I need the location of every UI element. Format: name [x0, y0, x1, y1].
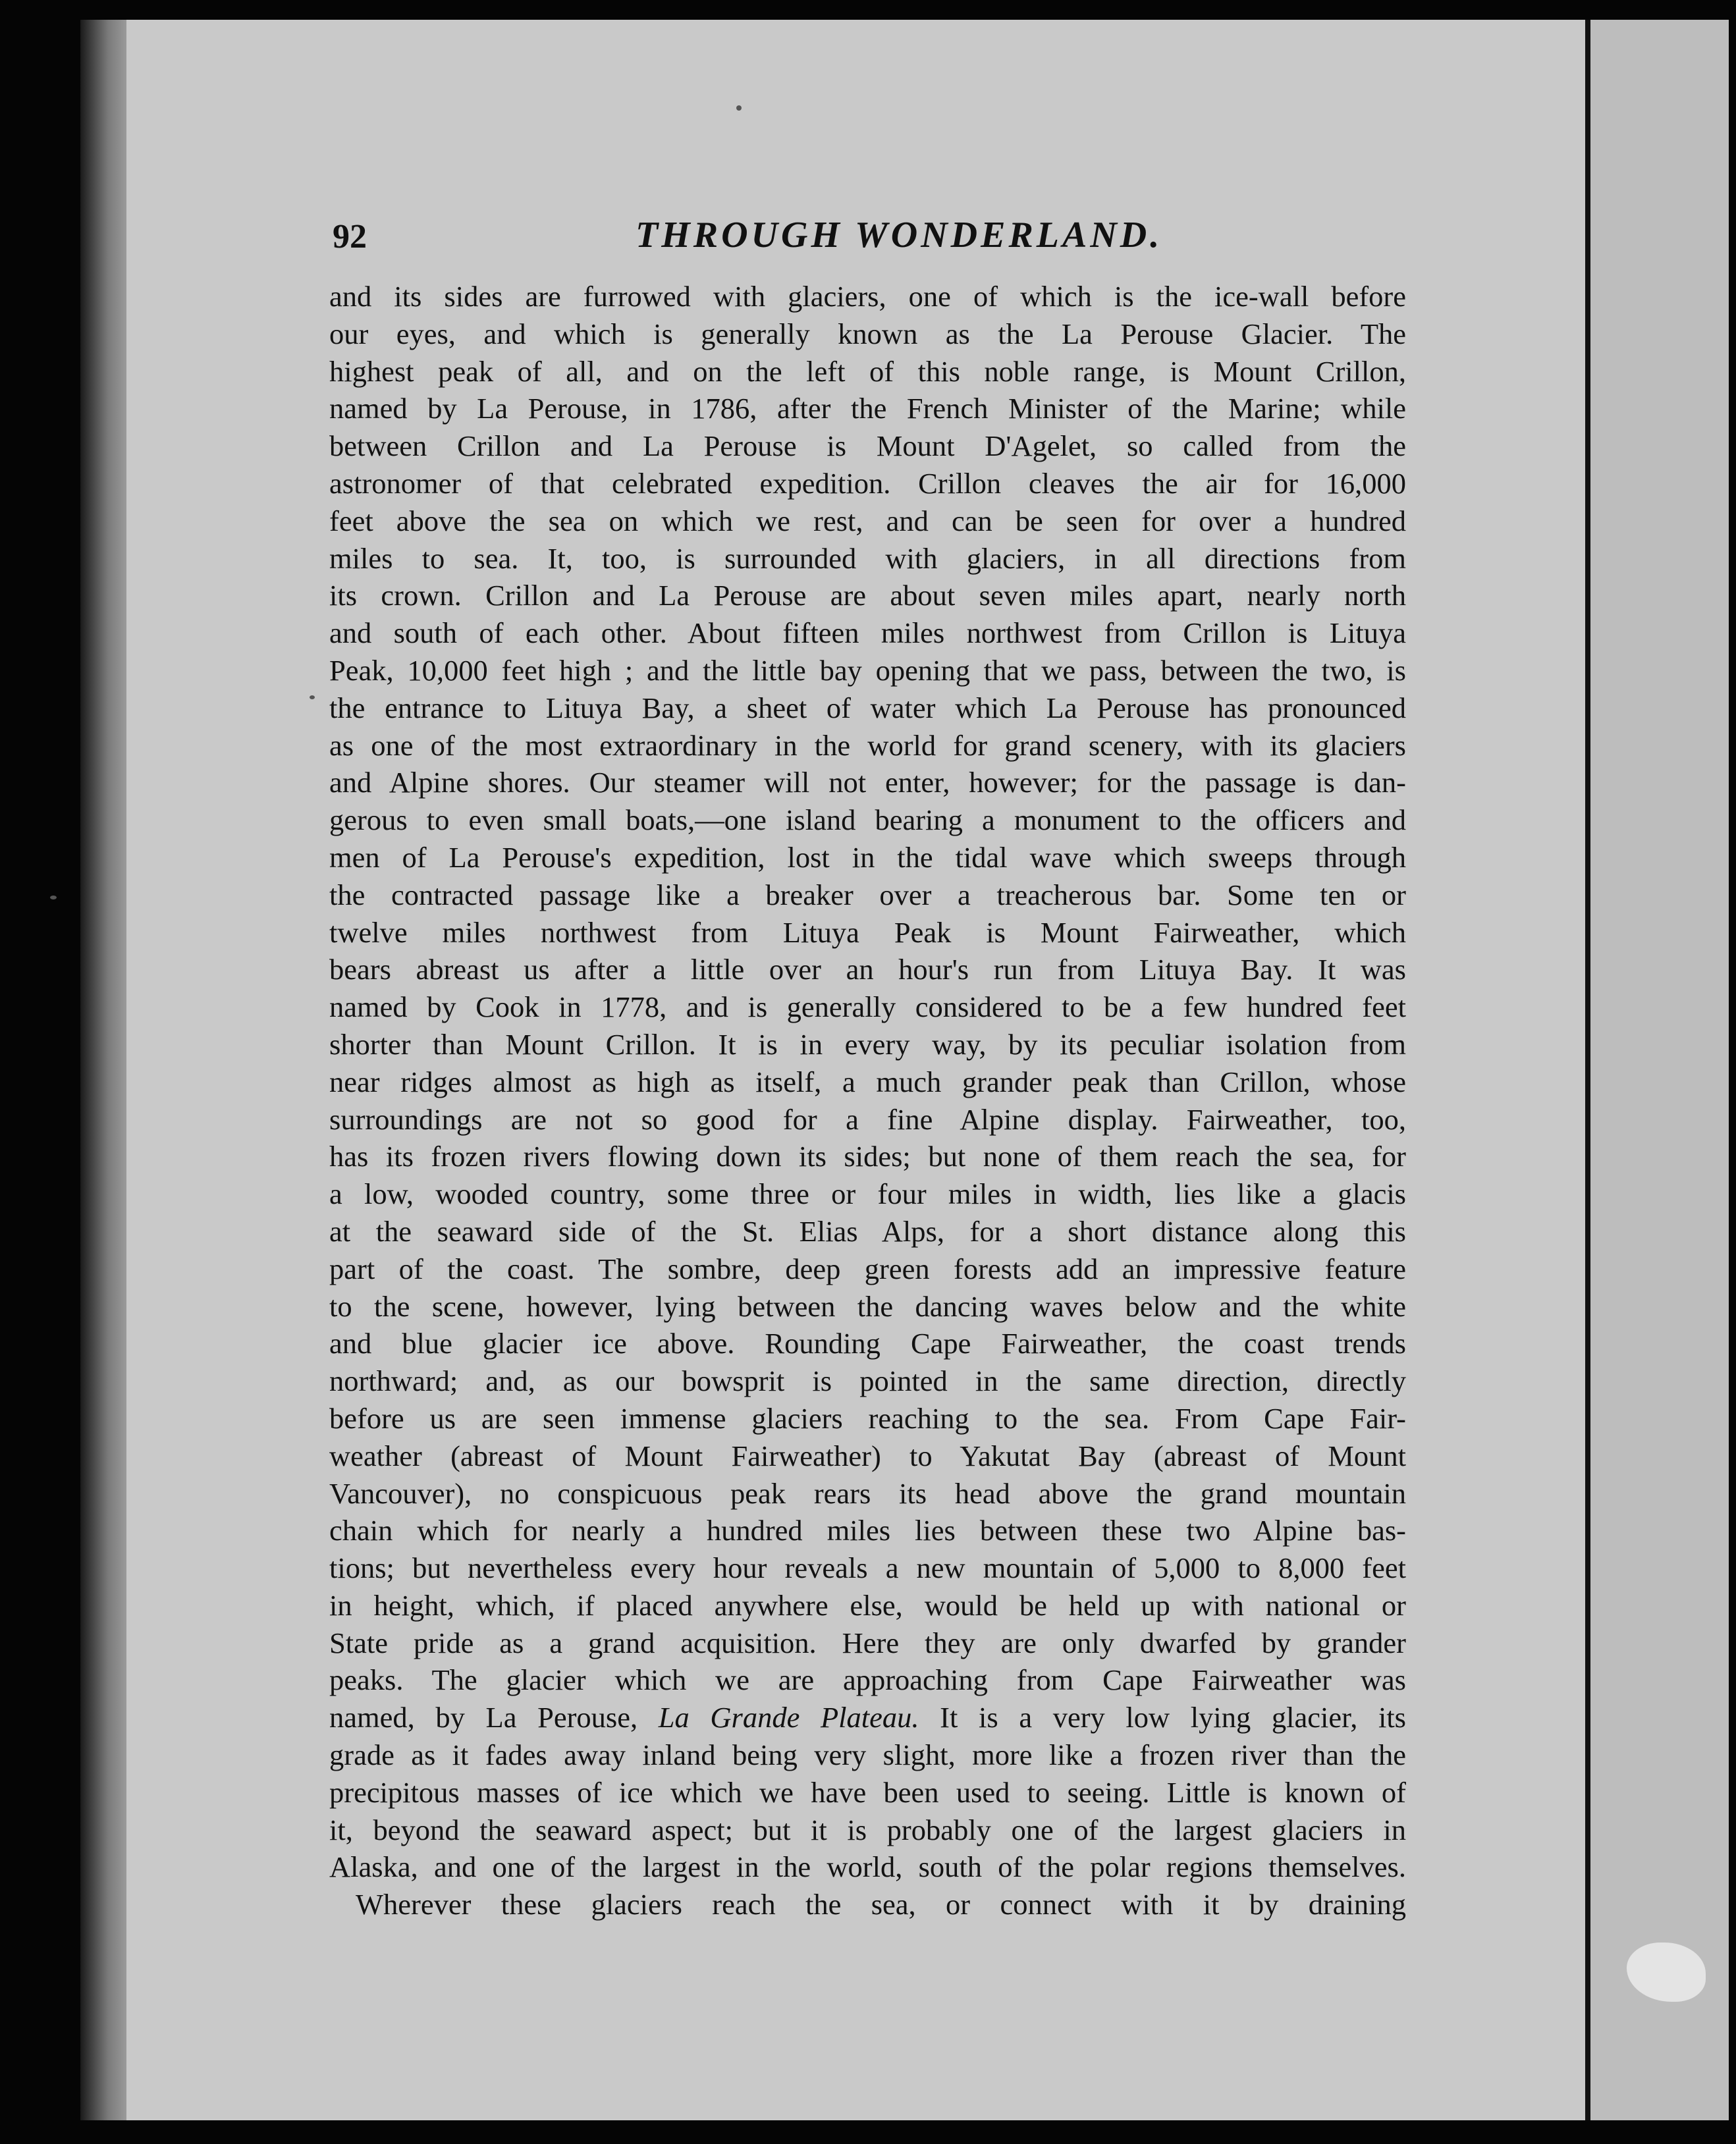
text-segment: It is a very low lying glacier, its — [940, 1701, 1406, 1734]
text-line: as one of the most extraordinary in the world for grand scenery, with its glaciers — [329, 728, 1406, 762]
adjacent-page-edge — [1590, 20, 1729, 2120]
text-segment: named, by La Perouse, — [329, 1701, 638, 1734]
text-line: miles to sea. It, too, is surrounded with glaciers, in all directions from — [329, 541, 1406, 575]
scan-speck — [736, 105, 742, 111]
text-line: named by Cook in 1778, and is generally considered to be a few hundred feet — [329, 990, 1406, 1024]
text-line: and its sides are furrowed with glaciers, one of which is the ice-wall before — [329, 280, 1406, 313]
text-line: and Alpine shores. Our steamer will not enter, however; for the passage is dan- — [329, 766, 1406, 799]
text-line: it, beyond the seaward aspect; but it is probably one of the largest glaciers in — [329, 1813, 1406, 1846]
text-line: highest peak of all, and on the left of this noble range, is Mount Crillon, — [329, 354, 1406, 388]
book-binding-shadow — [80, 20, 126, 2120]
text-line: bears abreast us after a little over an hour's run from Lituya Bay. It was — [329, 953, 1406, 986]
text-line: chain which for nearly a hundred miles lies between these two Alpine bas- — [329, 1514, 1406, 1547]
text-line: before us are seen immense glaciers reaching to the sea. From Cape Fair- — [329, 1401, 1406, 1435]
paragraph-first-line: Wherever these glaciers reach the sea, or connect with it by draining — [356, 1888, 1406, 1921]
italic-glacier-name: La Grande Plateau. — [658, 1701, 919, 1734]
text-line: in height, which, if placed anywhere else, would be held up with national or — [329, 1588, 1406, 1622]
running-head — [333, 198, 1492, 270]
page-number: 92 — [333, 218, 367, 255]
text-line: our eyes, and which is generally known as the La Perouse Glacier. The — [329, 317, 1406, 350]
running-title: THROUGH WONDERLAND. — [636, 215, 1163, 255]
text-line: and blue glacier ice above. Rounding Cape Fairweather, the coast trends — [329, 1327, 1406, 1360]
text-line: astronomer of that celebrated expedition. Crillon cleaves the air for 16,000 — [329, 466, 1406, 500]
text-line: feet above the sea on which we rest, and can be seen for over a hundred — [329, 504, 1406, 537]
text-line: tions; but nevertheless every hour reveals a new mountain of 5,000 to 8,000 feet — [329, 1551, 1406, 1585]
body-text — [329, 278, 1406, 1923]
text-line: a low, wooded country, some three or four miles in width, lies like a glacis — [329, 1177, 1406, 1211]
text-line: Peak, 10,000 feet high ; and the little bay opening that we pass, between the two, is — [329, 653, 1406, 687]
text-line: part of the coast. The sombre, deep green forests add an impressive feature — [329, 1252, 1406, 1285]
text-line: has its frozen rivers flowing down its sides; but none of them reach the sea, for — [329, 1140, 1406, 1173]
text-line: weather (abreast of Mount Fairweather) to Yakutat Bay (abreast of Mount — [329, 1439, 1406, 1472]
text-line: gerous to even small boats,—one island bearing a monument to the officers and — [329, 803, 1406, 837]
text-line: between Crillon and La Perouse is Mount D'Agelet, so called from the — [329, 429, 1406, 463]
text-line: at the seaward side of the St. Elias Alps, for a short distance along this — [329, 1214, 1406, 1248]
text-line: the entrance to Lituya Bay, a sheet of water which La Perouse has pronounced — [329, 691, 1406, 724]
scan-speck — [50, 896, 57, 899]
text-line: grade as it fades away inland being very slight, more like a frozen river than the — [329, 1738, 1406, 1772]
text-line-with-italic — [329, 1699, 1406, 1736]
text-line: State pride as a grand acquisition. Here they are only dwarfed by grander — [329, 1626, 1406, 1659]
text-line: precipitous masses of ice which we have been used to seeing. Little is known of — [329, 1775, 1406, 1809]
text-line: twelve miles northwest from Lituya Peak is Mount Fairweather, which — [329, 915, 1406, 949]
text-line: northward; and, as our bowsprit is pointed in the same direction, directly — [329, 1364, 1406, 1398]
text-line: peaks. The glacier which we are approaching from Cape Fairweather was — [329, 1663, 1406, 1697]
text-line: Vancouver), no conspicuous peak rears its head above the grand mountain — [329, 1476, 1406, 1510]
text-line: surroundings are not so good for a fine Alpine display. Fairweather, too, — [329, 1102, 1406, 1136]
text-line: men of La Perouse's expedition, lost in the tidal wave which sweeps through — [329, 840, 1406, 874]
text-line: and south of each other. About fifteen miles northwest from Crillon is Lituya — [329, 616, 1406, 650]
text-line: shorter than Mount Crillon. It is in every way, by its peculiar isolation from — [329, 1027, 1406, 1061]
text-line: its crown. Crillon and La Perouse are about seven miles apart, nearly north — [329, 579, 1406, 612]
text-line: the contracted passage like a breaker over a treacherous bar. Some ten or — [329, 878, 1406, 911]
scan-speck — [310, 695, 315, 699]
text-line: to the scene, however, lying between the dancing waves below and the white — [329, 1289, 1406, 1323]
page-gutter-edge — [1585, 20, 1590, 2120]
text-line: near ridges almost as high as itself, a much grander peak than Crillon, whose — [329, 1065, 1406, 1098]
text-line: Alaska, and one of the largest in the world, south of the polar regions themselves. — [329, 1850, 1406, 1884]
text-line: named by La Perouse, in 1786, after the French Minister of the Marine; while — [329, 392, 1406, 425]
